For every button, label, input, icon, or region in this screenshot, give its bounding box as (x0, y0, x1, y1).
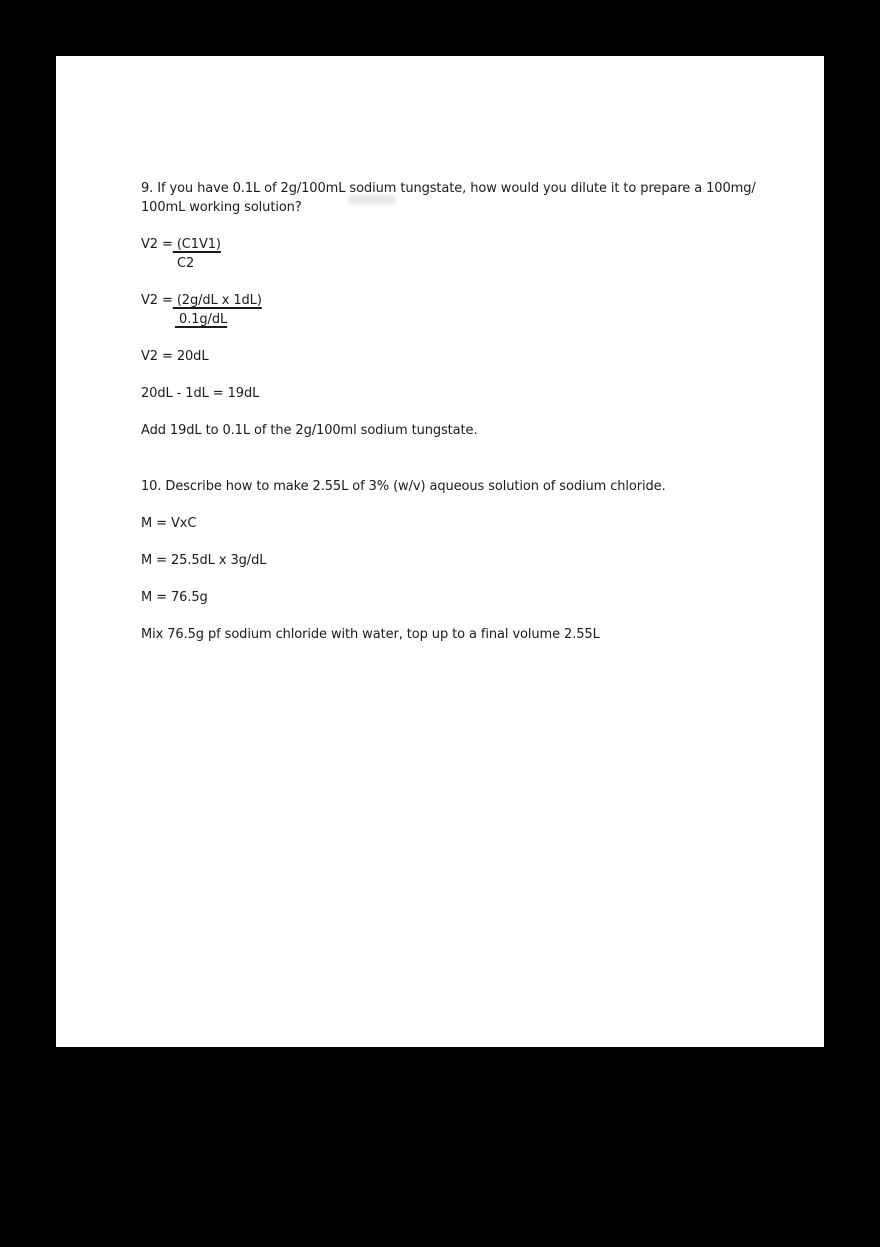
q9-formula-values-numerator: (2g/dL x 1dL) (172, 293, 262, 308)
document-page (56, 56, 824, 1047)
q9-result: V2 = 20dL (141, 349, 209, 364)
q9-question-line-2: 100mL working solution? (141, 200, 302, 215)
q9-formula-symbolic-denominator-row (177, 254, 794, 273)
q9-formula-symbolic-numerator-row (141, 235, 794, 254)
q9-formula-values-numerator-row (141, 291, 794, 310)
q9-difference: 20dL - 1dL = 19dL (141, 386, 260, 401)
q9-formula-symbolic-lhs: V2 = (141, 237, 173, 252)
q10-question: 10. Describe how to make 2.55L of 3% (w/v) aqueous solution of sodium chloride. (141, 479, 666, 494)
q9-question-line-1: 9. If you have 0.1L of 2g/100mL sodium tungstate, how would you dilute it to prepare a 100mg/ (141, 181, 756, 196)
q9-formula-symbolic-numerator: (C1V1) (172, 237, 221, 252)
q9-formula-symbolic (141, 235, 794, 273)
q9-formula-values-lhs: V2 = (141, 293, 173, 308)
q9-formula-values-denominator: 0.1g/dL (175, 312, 228, 327)
q9-question (141, 179, 794, 217)
page-content (141, 179, 794, 662)
q10-substitution: M = 25.5dL x 3g/dL (141, 553, 267, 568)
q10-result: M = 76.5g (141, 590, 208, 605)
q10-formula: M = VxC (141, 516, 197, 531)
q9-formula-values (141, 291, 794, 329)
q9-formula-values-denominator-row (175, 310, 794, 329)
q10-conclusion: Mix 76.5g pf sodium chloride with water, top up to a final volume 2.55L (141, 627, 600, 642)
q9-conclusion: Add 19dL to 0.1L of the 2g/100ml sodium tungstate. (141, 423, 478, 438)
q9-formula-symbolic-denominator: C2 (177, 256, 195, 271)
